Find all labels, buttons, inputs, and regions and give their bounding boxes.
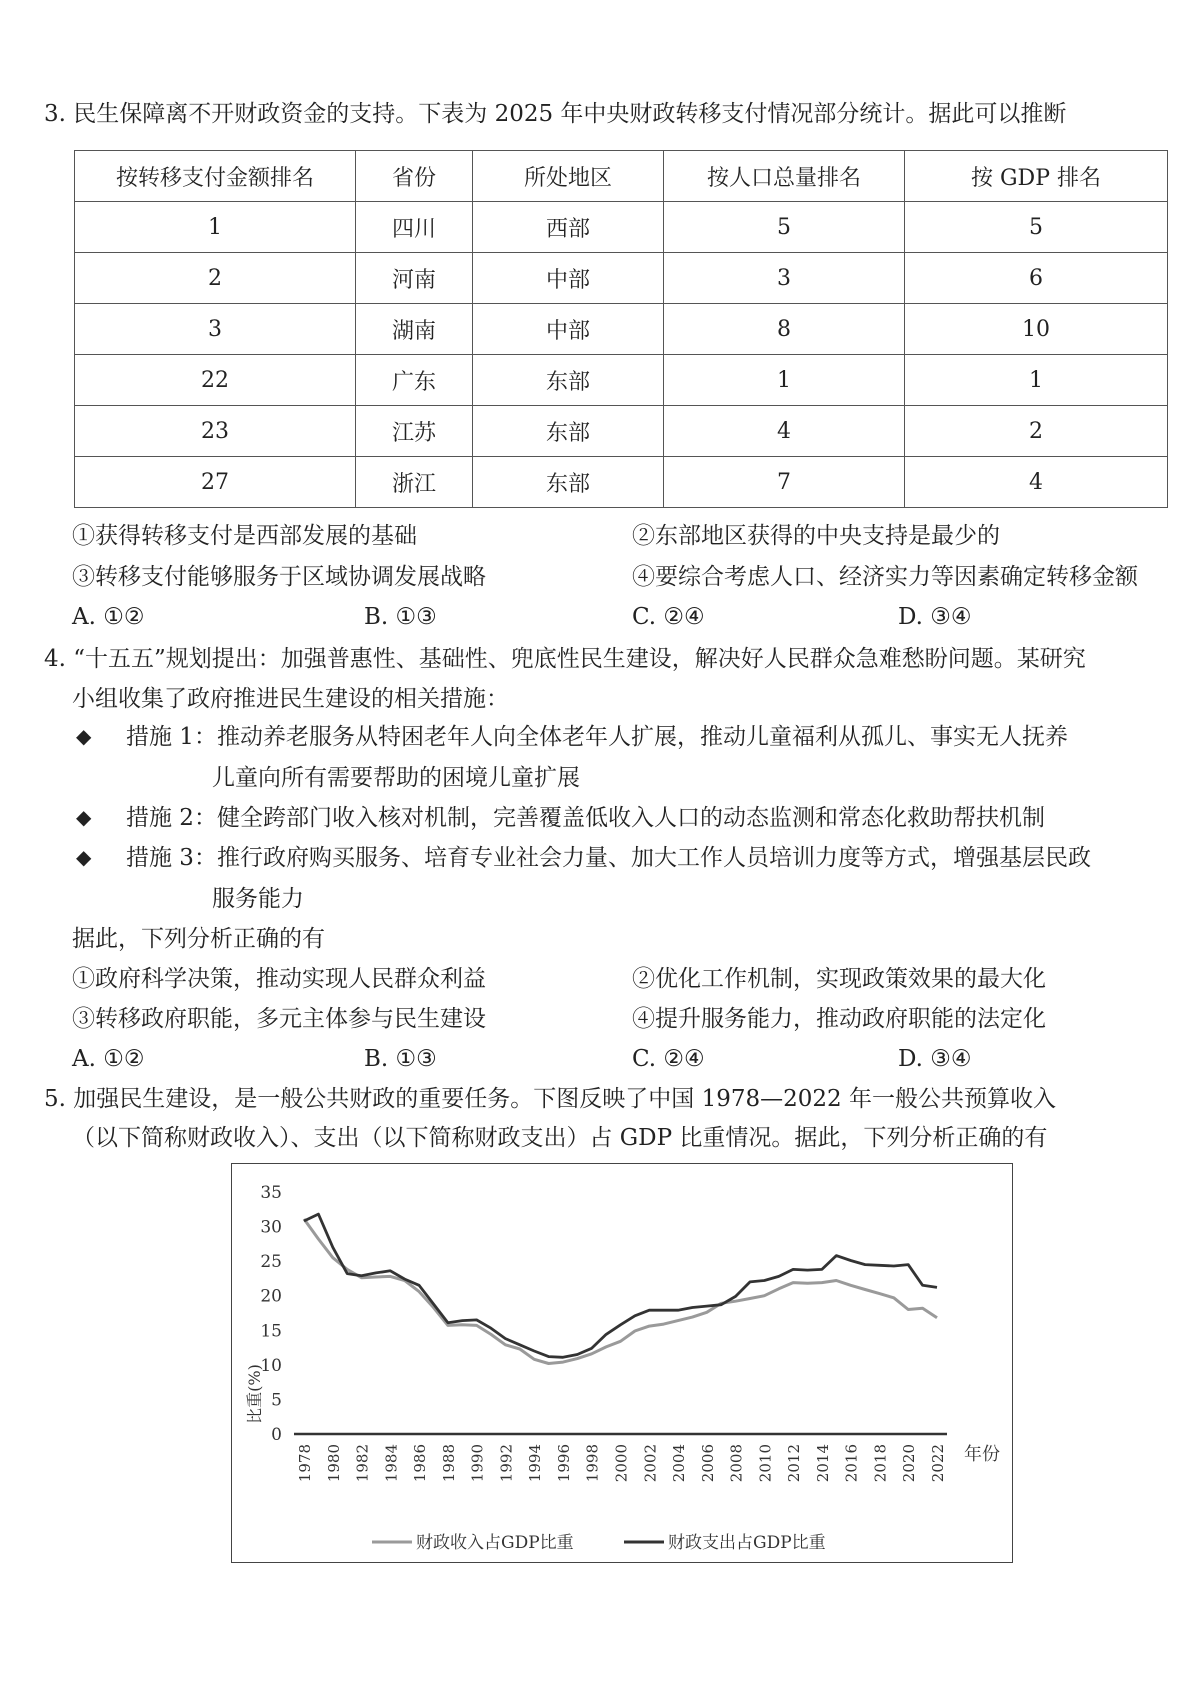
table-cell: 西部 (473, 202, 664, 253)
legend-label-expenditure: 财政支出占GDP比重 (668, 1533, 826, 1553)
q3-statement-2: ②东部地区获得的中央支持是最少的 (632, 523, 1000, 549)
table-cell: 4 (905, 457, 1168, 508)
transfer-payment-table (74, 150, 1168, 508)
table-row (75, 202, 1168, 253)
x-tick-label: 2014 (813, 1444, 832, 1483)
q4-statement-4: ④提升服务能力，推动政府职能的法定化 (632, 1006, 1046, 1032)
table-cell: 7 (664, 457, 905, 508)
q5-stem-line2: （以下简称财政收入）、支出（以下简称财政支出）占 GDP 比重情况。据此，下列分析正确的有 (72, 1125, 1048, 1151)
table-cell: 四川 (356, 202, 473, 253)
chart-xlabel: 年份 (964, 1444, 1000, 1465)
x-tick-label: 2018 (871, 1444, 890, 1483)
q4-stem-line1: 4. “十五五”规划提出：加强普惠性、基础性、兜底性民生建设，解决好人民群众急难愁盼问题。某研究 (44, 646, 1086, 672)
x-tick-label: 1988 (439, 1444, 458, 1483)
y-tick-label: 20 (260, 1286, 282, 1307)
q3-statement-4: ④要综合考虑人口、经济实力等因素确定转移金额 (632, 564, 1138, 590)
measure-1-line1: 措施 1：推动养老服务从特困老年人向全体老年人扩展，推动儿童福利从孤儿、事实无人抚养 (126, 724, 1068, 750)
q3-choice-a[interactable]: A. ①② (72, 604, 145, 630)
table-cell: 东部 (473, 457, 664, 508)
table-cell: 10 (905, 304, 1168, 355)
q4-choice-c[interactable]: C. ②④ (632, 1046, 705, 1072)
fiscal-ratio-chart (231, 1163, 1013, 1563)
table-header-cell: 按转移支付金额排名 (75, 151, 356, 202)
table-cell: 中部 (473, 253, 664, 304)
table-header-cell: 按 GDP 排名 (905, 151, 1168, 202)
table-header-cell: 省份 (356, 151, 473, 202)
measure-1-line2: 儿童向所有需要帮助的困境儿童扩展 (212, 765, 580, 791)
diamond-bullet-icon: ◆ (76, 805, 92, 829)
table-cell: 东部 (473, 406, 664, 457)
q5-stem-line1: 5. 加强民生建设，是一般公共财政的重要任务。下图反映了中国 1978—2022 年一般公共预算收入 (44, 1086, 1056, 1112)
table-cell: 22 (75, 355, 356, 406)
q3-choice-b[interactable]: B. ①③ (364, 604, 437, 630)
q3-statement-3: ③转移支付能够服务于区域协调发展战略 (72, 564, 486, 590)
series-line-expenditure (304, 1214, 937, 1357)
diamond-bullet-icon: ◆ (76, 724, 92, 748)
x-tick-label: 2020 (900, 1444, 919, 1483)
table-cell: 广东 (356, 355, 473, 406)
x-tick-label: 2008 (727, 1444, 746, 1483)
table-cell: 湖南 (356, 304, 473, 355)
table-row (75, 253, 1168, 304)
x-tick-label: 2006 (698, 1444, 717, 1483)
y-tick-label: 30 (260, 1217, 282, 1238)
q4-choice-d[interactable]: D. ③④ (898, 1046, 972, 1072)
x-tick-label: 2012 (785, 1444, 804, 1483)
q3-choice-c[interactable]: C. ②④ (632, 604, 705, 630)
measure-3-line1: 措施 3：推行政府购买服务、培育专业社会力量、加大工作人员培训力度等方式，增强基层民政 (126, 845, 1091, 871)
measure-3-line2: 服务能力 (212, 886, 304, 912)
y-tick-label: 10 (260, 1355, 282, 1376)
table-cell: 2 (905, 406, 1168, 457)
q4-choice-a[interactable]: A. ①② (72, 1046, 145, 1072)
table-row (75, 457, 1168, 508)
table-cell: 5 (664, 202, 905, 253)
x-tick-label: 2000 (612, 1444, 631, 1483)
chart-ylabel: 比重(%) (245, 1364, 264, 1424)
x-tick-label: 1986 (411, 1444, 430, 1483)
q4-statement-2: ②优化工作机制，实现政策效果的最大化 (632, 966, 1046, 992)
table-row (75, 355, 1168, 406)
table-row (75, 304, 1168, 355)
measure-2-line1: 措施 2：健全跨部门收入核对机制，完善覆盖低收入人口的动态监测和常态化救助帮扶机制 (126, 805, 1045, 831)
table-header-cell: 按人口总量排名 (664, 151, 905, 202)
series-line-revenue (304, 1219, 937, 1364)
q4-stem-line2: 小组收集了政府推进民生建设的相关措施： (72, 686, 509, 712)
x-tick-label: 1978 (296, 1444, 314, 1483)
legend-label-revenue: 财政收入占GDP比重 (416, 1533, 574, 1553)
table-cell: 3 (75, 304, 356, 355)
table-cell: 东部 (473, 355, 664, 406)
q3-statement-1: ①获得转移支付是西部发展的基础 (72, 523, 417, 549)
q3-stem: 3. 民生保障离不开财政资金的支持。下表为 2025 年中央财政转移支付情况部分统计。据此可以推断 (44, 101, 1067, 127)
q4-statement-3: ③转移政府职能，多元主体参与民生建设 (72, 1006, 486, 1032)
x-tick-label: 2022 (929, 1444, 947, 1483)
y-tick-label: 25 (260, 1252, 282, 1273)
table-cell: 中部 (473, 304, 664, 355)
x-tick-label: 1984 (382, 1444, 401, 1483)
q4-statement-1: ①政府科学决策，推动实现人民群众利益 (72, 966, 486, 992)
x-tick-label: 1982 (353, 1444, 372, 1483)
table-cell: 浙江 (356, 457, 473, 508)
x-tick-label: 2004 (670, 1444, 689, 1483)
table-cell: 1 (664, 355, 905, 406)
table-cell: 5 (905, 202, 1168, 253)
x-tick-label: 2010 (756, 1444, 775, 1483)
table-cell: 27 (75, 457, 356, 508)
diamond-bullet-icon: ◆ (76, 845, 92, 869)
table-cell: 1 (905, 355, 1168, 406)
table-cell: 4 (664, 406, 905, 457)
table-cell: 2 (75, 253, 356, 304)
table-cell: 23 (75, 406, 356, 457)
y-tick-label: 0 (271, 1425, 282, 1445)
q4-choice-b[interactable]: B. ①③ (364, 1046, 437, 1072)
x-tick-label: 1994 (526, 1444, 545, 1483)
q3-choice-d[interactable]: D. ③④ (898, 604, 972, 630)
x-tick-label: 2016 (842, 1444, 861, 1483)
q4-prompt: 据此，下列分析正确的有 (72, 926, 325, 952)
table-header-cell: 所处地区 (473, 151, 664, 202)
table-row (75, 406, 1168, 457)
table-cell: 8 (664, 304, 905, 355)
y-tick-label: 35 (260, 1183, 282, 1203)
table-cell: 3 (664, 253, 905, 304)
table-cell: 6 (905, 253, 1168, 304)
x-tick-label: 2002 (641, 1444, 660, 1483)
table-cell: 江苏 (356, 406, 473, 457)
table-cell: 1 (75, 202, 356, 253)
x-tick-label: 1998 (583, 1444, 602, 1483)
table-header-row (75, 151, 1168, 202)
x-tick-label: 1992 (497, 1444, 516, 1483)
x-tick-label: 1990 (468, 1444, 487, 1483)
x-tick-label: 1996 (554, 1444, 573, 1483)
table-cell: 河南 (356, 253, 473, 304)
y-tick-label: 15 (260, 1321, 282, 1342)
chart-legend (372, 1533, 826, 1553)
y-tick-label: 5 (271, 1390, 282, 1411)
chart-svg (232, 1164, 1012, 1562)
x-tick-label: 1980 (324, 1444, 343, 1483)
